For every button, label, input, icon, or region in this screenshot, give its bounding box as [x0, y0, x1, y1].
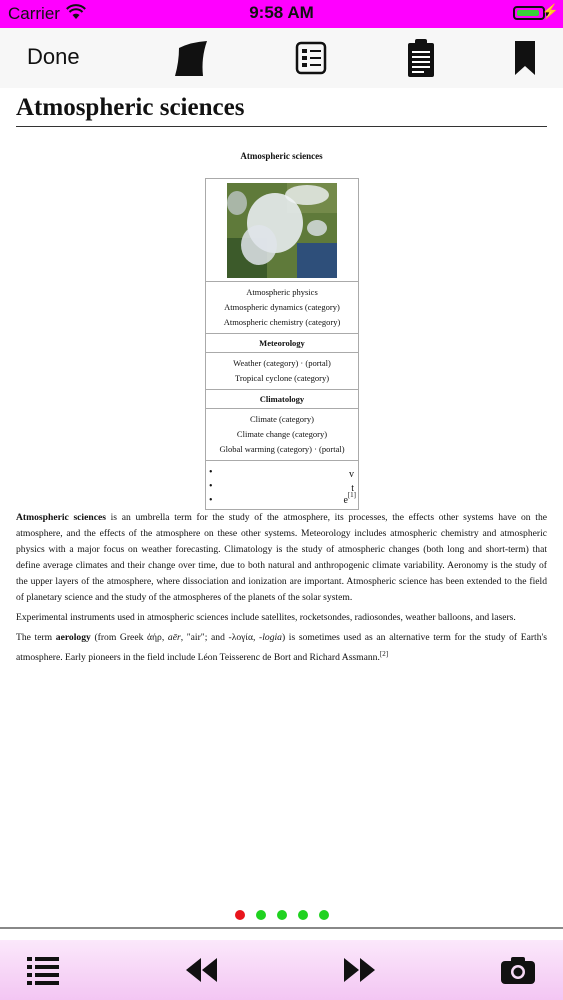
infobox-link[interactable]: Tropical cyclone (category) [234, 373, 330, 383]
page-dot-current[interactable] [235, 910, 245, 920]
bullet-icon: • [209, 467, 213, 478]
infobox-section-meteorology [206, 353, 358, 390]
bottom-toolbar [0, 940, 563, 1000]
paragraph-text: ) is sometimes used as an alternative term for the study of Earth's atmosphere. Early pioneers in the field include Léon Teisserenc de Bort and Richard Assmann. [16, 632, 547, 664]
list-icon[interactable] [23, 952, 63, 988]
bookmark-icon[interactable] [505, 38, 545, 78]
satellite-image [206, 179, 358, 282]
paragraph [16, 630, 547, 666]
battery-icon [513, 6, 545, 20]
navbox-edit-link[interactable]: e [343, 495, 348, 506]
infobox-link[interactable]: Climate change (category) [236, 429, 328, 439]
article-content [16, 90, 547, 920]
paragraph: Experimental instruments used in atmospheric sciences include satellites, rocketsondes, radiosondes, weather balloons, and lasers. [16, 612, 516, 623]
infobox-section-physics [206, 282, 358, 334]
bookmark-shape-icon[interactable] [171, 38, 211, 78]
rewind-icon[interactable] [182, 952, 222, 988]
bold-term: aerology [55, 632, 91, 643]
bullet-icon: • [209, 481, 213, 492]
infobox-link[interactable]: Global warming (category) · (portal) [219, 444, 345, 454]
clock: 9:58 AM [249, 3, 314, 22]
carrier-label: Carrier [8, 4, 60, 23]
article-title: Atmospheric sciences [16, 90, 547, 127]
infobox-link[interactable]: Atmospheric chemistry (category) [223, 317, 341, 327]
paragraph-text: , "air"; and -λογία, [180, 632, 260, 643]
infobox-link[interactable]: Climate (category) [250, 414, 314, 424]
paragraph-text: (from Greek ἀήρ, [90, 632, 168, 643]
infobox-link[interactable]: Atmospheric dynamics (category) [224, 302, 340, 312]
charging-icon: ⚡ [541, 3, 559, 19]
navbox-talk-link[interactable]: t [351, 483, 354, 494]
infobox-heading-climatology: Climatology [206, 390, 358, 409]
status-bar [0, 0, 563, 28]
article-body [16, 510, 547, 670]
camera-icon[interactable] [498, 952, 538, 988]
infobox-section-climatology [206, 409, 358, 461]
bullet-icon: • [209, 495, 213, 506]
page-dot[interactable] [298, 910, 308, 920]
fast-forward-icon[interactable] [339, 952, 379, 988]
top-toolbar [0, 28, 563, 88]
italic-term: -logia [259, 632, 282, 643]
infobox-link[interactable]: Weather (category) · (portal) [233, 358, 331, 368]
reference-link[interactable]: [1] [347, 491, 356, 499]
navbox-view-link[interactable]: v [349, 469, 354, 480]
infobox-heading-meteorology: Meteorology [206, 334, 358, 353]
divider [0, 927, 563, 929]
infobox-caption: Atmospheric sciences [240, 151, 323, 161]
done-button[interactable]: Done [27, 44, 80, 69]
reference-link[interactable]: [2] [379, 650, 389, 658]
paragraph-text: is an umbrella term for the study of the atmosphere, its processes, the effects other systems have on the atmosphere, and the effects of the atmosphere on these other systems. Meteorology includes atmospheric chemistry and atmospheric physics with a major focus on weather forecasting. Climatology is the study of atmospheric changes (both long and short-term) that define average climates and their change over time, due to both natural and anthropogenic climate variability. Aeronomy is the study of the upper layers of the atmosphere, where dissociation and ionization are important. Atmospheric science has been extended to the field of planetary science and the study of the atmospheres of the planets of the solar system. [16, 512, 548, 603]
infobox [205, 178, 359, 510]
clipboard-icon[interactable] [401, 38, 441, 78]
paragraph [16, 510, 547, 606]
bold-term: Atmospheric sciences [16, 512, 106, 523]
page-indicator[interactable] [0, 910, 563, 920]
italic-term: aēr [167, 632, 181, 643]
page-dot[interactable] [277, 910, 287, 920]
paragraph-text: The term [16, 632, 56, 643]
page-dot[interactable] [319, 910, 329, 920]
infobox-footer [206, 461, 358, 509]
page-dot[interactable] [256, 910, 266, 920]
infobox-link[interactable]: Atmospheric physics [246, 287, 318, 297]
checklist-icon[interactable] [291, 38, 331, 78]
